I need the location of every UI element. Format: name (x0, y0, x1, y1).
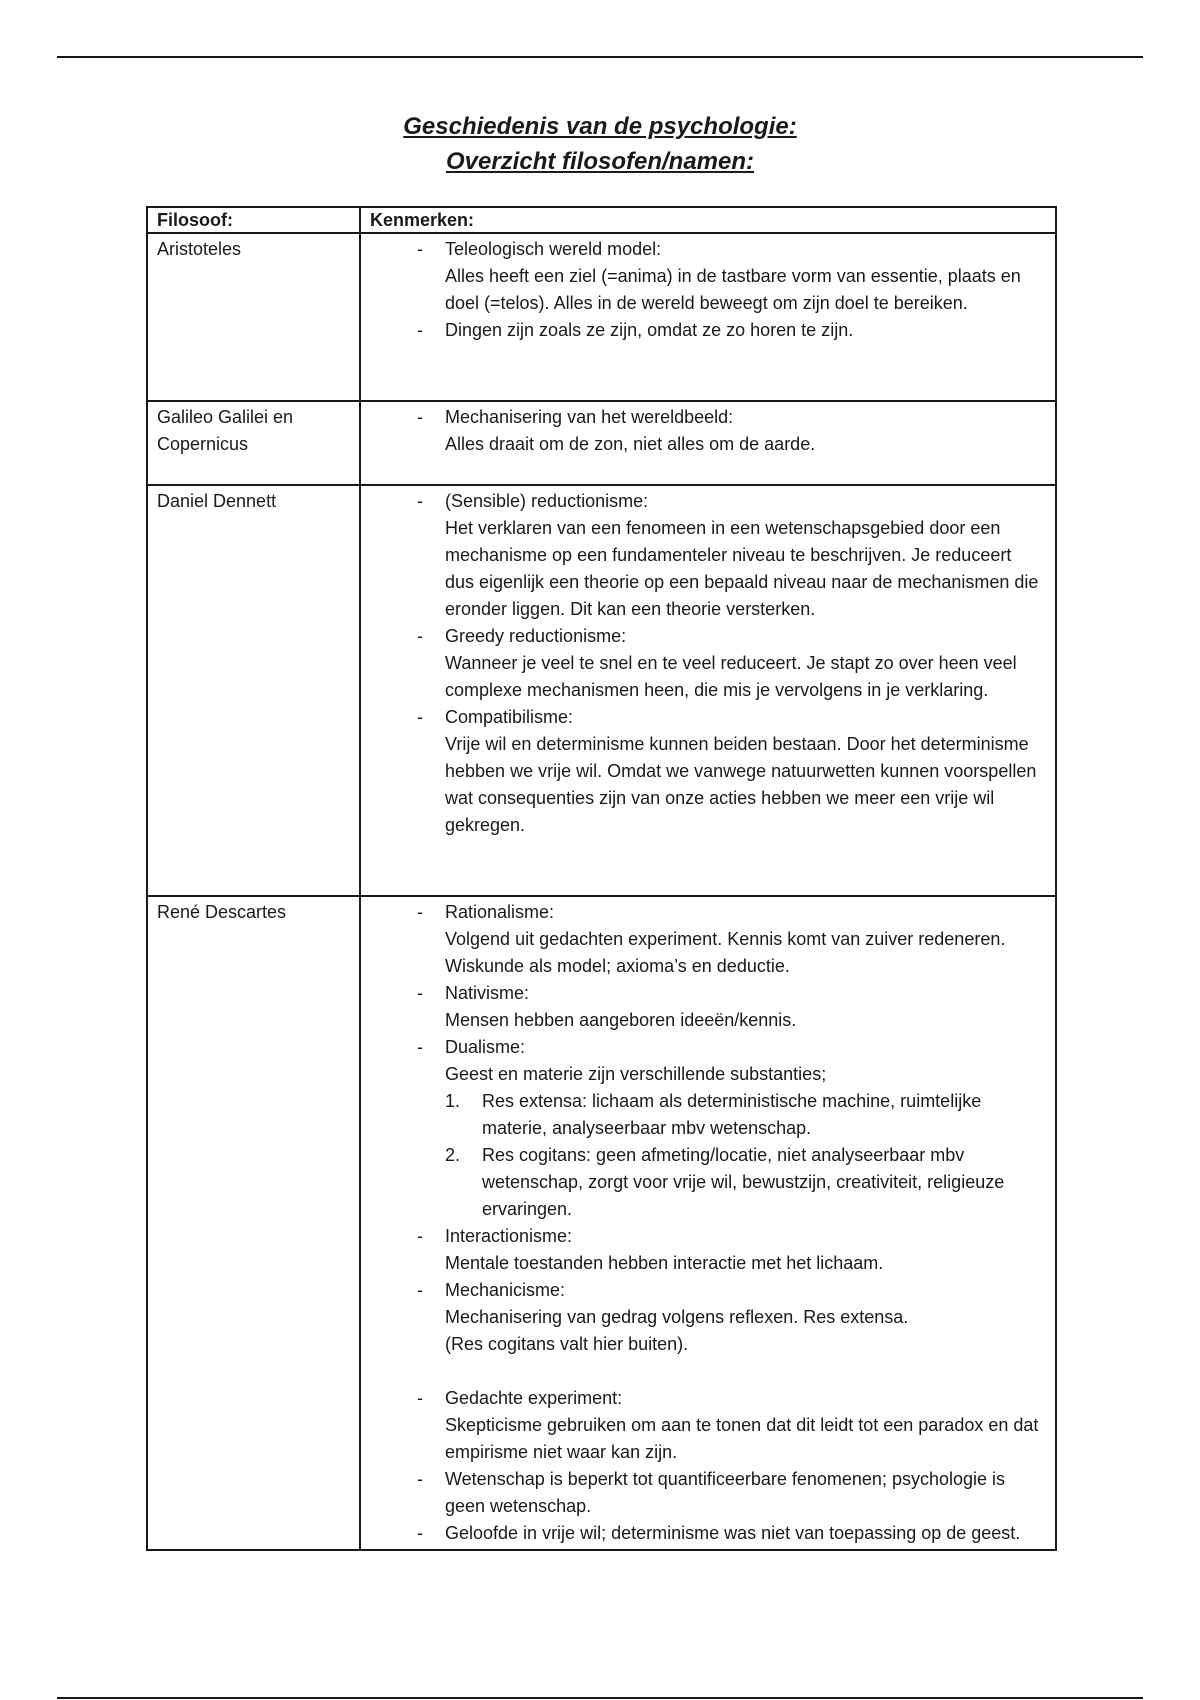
item-heading: - Wetenschap is beperkt tot quantificeerbare fenomenen; psychologie is geen wetenschap. (445, 1469, 1006, 1516)
item-heading: - Gedachte experiment: (445, 1388, 623, 1408)
table-row (147, 233, 1056, 401)
list-item (370, 236, 1045, 317)
item-text: Wanneer je veel te snel en te veel reduceert. Je stapt zo over heen veel complexe mechanismen heen, die mis je vervolgens in je verklaring. (445, 653, 1017, 700)
document-title: Geschiedenis van de psychologie: (403, 113, 797, 140)
numbered-item-text: Res cogitans: geen afmeting/locatie, niet analyseerbaar mbv wetenschap, zorgt voor vrije wil, bewustzijn, creativiteit, religieuze ervaringen. (482, 1145, 1005, 1219)
item-heading: - Mechanicisme: (445, 1280, 566, 1300)
item-text: Alles heeft een ziel (=anima) in de tastbare vorm van essentie, plaats en doel (=telos). Alles in de wereld beweegt om zijn doel te bereiken. (445, 266, 1021, 313)
spacer (445, 1358, 1045, 1385)
header-rule (57, 56, 1143, 58)
item-heading: - Geloofde in vrije wil; determinisme was niet van toepassing op de geest. (445, 1523, 1021, 1543)
philosopher-name: Aristoteles (147, 233, 360, 401)
philosopher-name: Daniel Dennett (147, 485, 360, 896)
list-item (370, 1385, 1045, 1466)
item-text: Skepticisme gebruiken om aan te tonen dat dit leidt tot een paradox en dat empirisme niet waar kan zijn. (445, 1415, 1039, 1462)
item-heading: - Compatibilisme: (445, 707, 574, 727)
item-text: (Res cogitans valt hier buiten). (445, 1334, 689, 1354)
table-row (147, 401, 1056, 485)
characteristics-cell (360, 896, 1056, 1550)
item-heading: - (Sensible) reductionisme: (445, 491, 649, 511)
column-header-characteristics: Kenmerken: (360, 207, 1056, 233)
list-item (370, 1034, 1045, 1223)
item-heading: - Teleologisch wereld model: (445, 239, 662, 259)
footer-rule (57, 1697, 1143, 1699)
item-text: Het verklaren van een fenomeen in een wetenschapsgebied door een mechanisme op een fundamenteler niveau te beschrijven. Je reduceert dus eigenlijk een theorie op een bepaald niveau naar de mechanismen die eronder liggen. Dit kan een theorie versterken. (445, 518, 1039, 619)
item-text: Alles draait om de zon, niet alles om de aarde. (445, 434, 816, 454)
item-heading: - Rationalisme: (445, 902, 555, 922)
item-heading: - Nativisme: (445, 983, 530, 1003)
list-item (370, 1277, 1045, 1385)
characteristics-cell (360, 233, 1056, 401)
philosopher-name: René Descartes (147, 896, 360, 1550)
item-number: 2. (445, 1145, 461, 1165)
characteristics-cell (360, 401, 1056, 485)
item-heading: - Interactionisme: (445, 1226, 573, 1246)
item-heading: - Dingen zijn zoals ze zijn, omdat ze zo horen te zijn. (445, 320, 854, 340)
table-row (147, 485, 1056, 896)
philosopher-name: Galileo Galilei en Copernicus (147, 401, 360, 485)
list-item (370, 1466, 1045, 1520)
column-header-philosopher: Filosoof: (147, 207, 360, 233)
list-item (370, 704, 1045, 839)
item-text: Mentale toestanden hebben interactie met het lichaam. (445, 1253, 884, 1273)
philosophers-table (146, 206, 1057, 1551)
numbered-item (445, 1142, 1045, 1223)
item-heading: - Dualisme: (445, 1037, 526, 1057)
numbered-item (445, 1088, 1045, 1142)
item-text: Mechanisering van gedrag volgens reflexen. Res extensa. (445, 1307, 909, 1327)
item-number: 1. (445, 1091, 461, 1111)
item-heading: - Mechanisering van het wereldbeeld: (445, 407, 734, 427)
table-header-row (147, 207, 1056, 233)
document-subtitle: Overzicht filosofen/namen: (445, 148, 755, 175)
item-heading: - Greedy reductionisme: (445, 626, 627, 646)
list-item (370, 1520, 1045, 1547)
item-text: Volgend uit gedachten experiment. Kennis komt van zuiver redeneren. Wiskunde als model; axioma’s en deductie. (445, 929, 1006, 976)
numbered-item-text: Res extensa: lichaam als deterministische machine, ruimtelijke materie, analyseerbaar mbv wetenschap. (482, 1091, 982, 1138)
characteristics-cell (360, 485, 1056, 896)
list-item (370, 980, 1045, 1034)
table-row (147, 896, 1056, 1550)
item-text: Geest en materie zijn verschillende substanties; (445, 1064, 827, 1084)
list-item (370, 404, 1045, 458)
list-item (370, 1223, 1045, 1277)
item-text: Vrije wil en determinisme kunnen beiden bestaan. Door het determinisme hebben we vrije wil. Omdat we vanwege natuurwetten kunnen voorspellen wat consequenties zijn van onze acties hebben we meer een vrije wil gekregen. (445, 734, 1037, 835)
list-item (370, 899, 1045, 980)
list-item (370, 317, 1045, 344)
list-item (370, 488, 1045, 623)
numbered-list (445, 1088, 1045, 1223)
list-item (370, 623, 1045, 704)
item-text: Mensen hebben aangeboren ideeën/kennis. (445, 1010, 797, 1030)
